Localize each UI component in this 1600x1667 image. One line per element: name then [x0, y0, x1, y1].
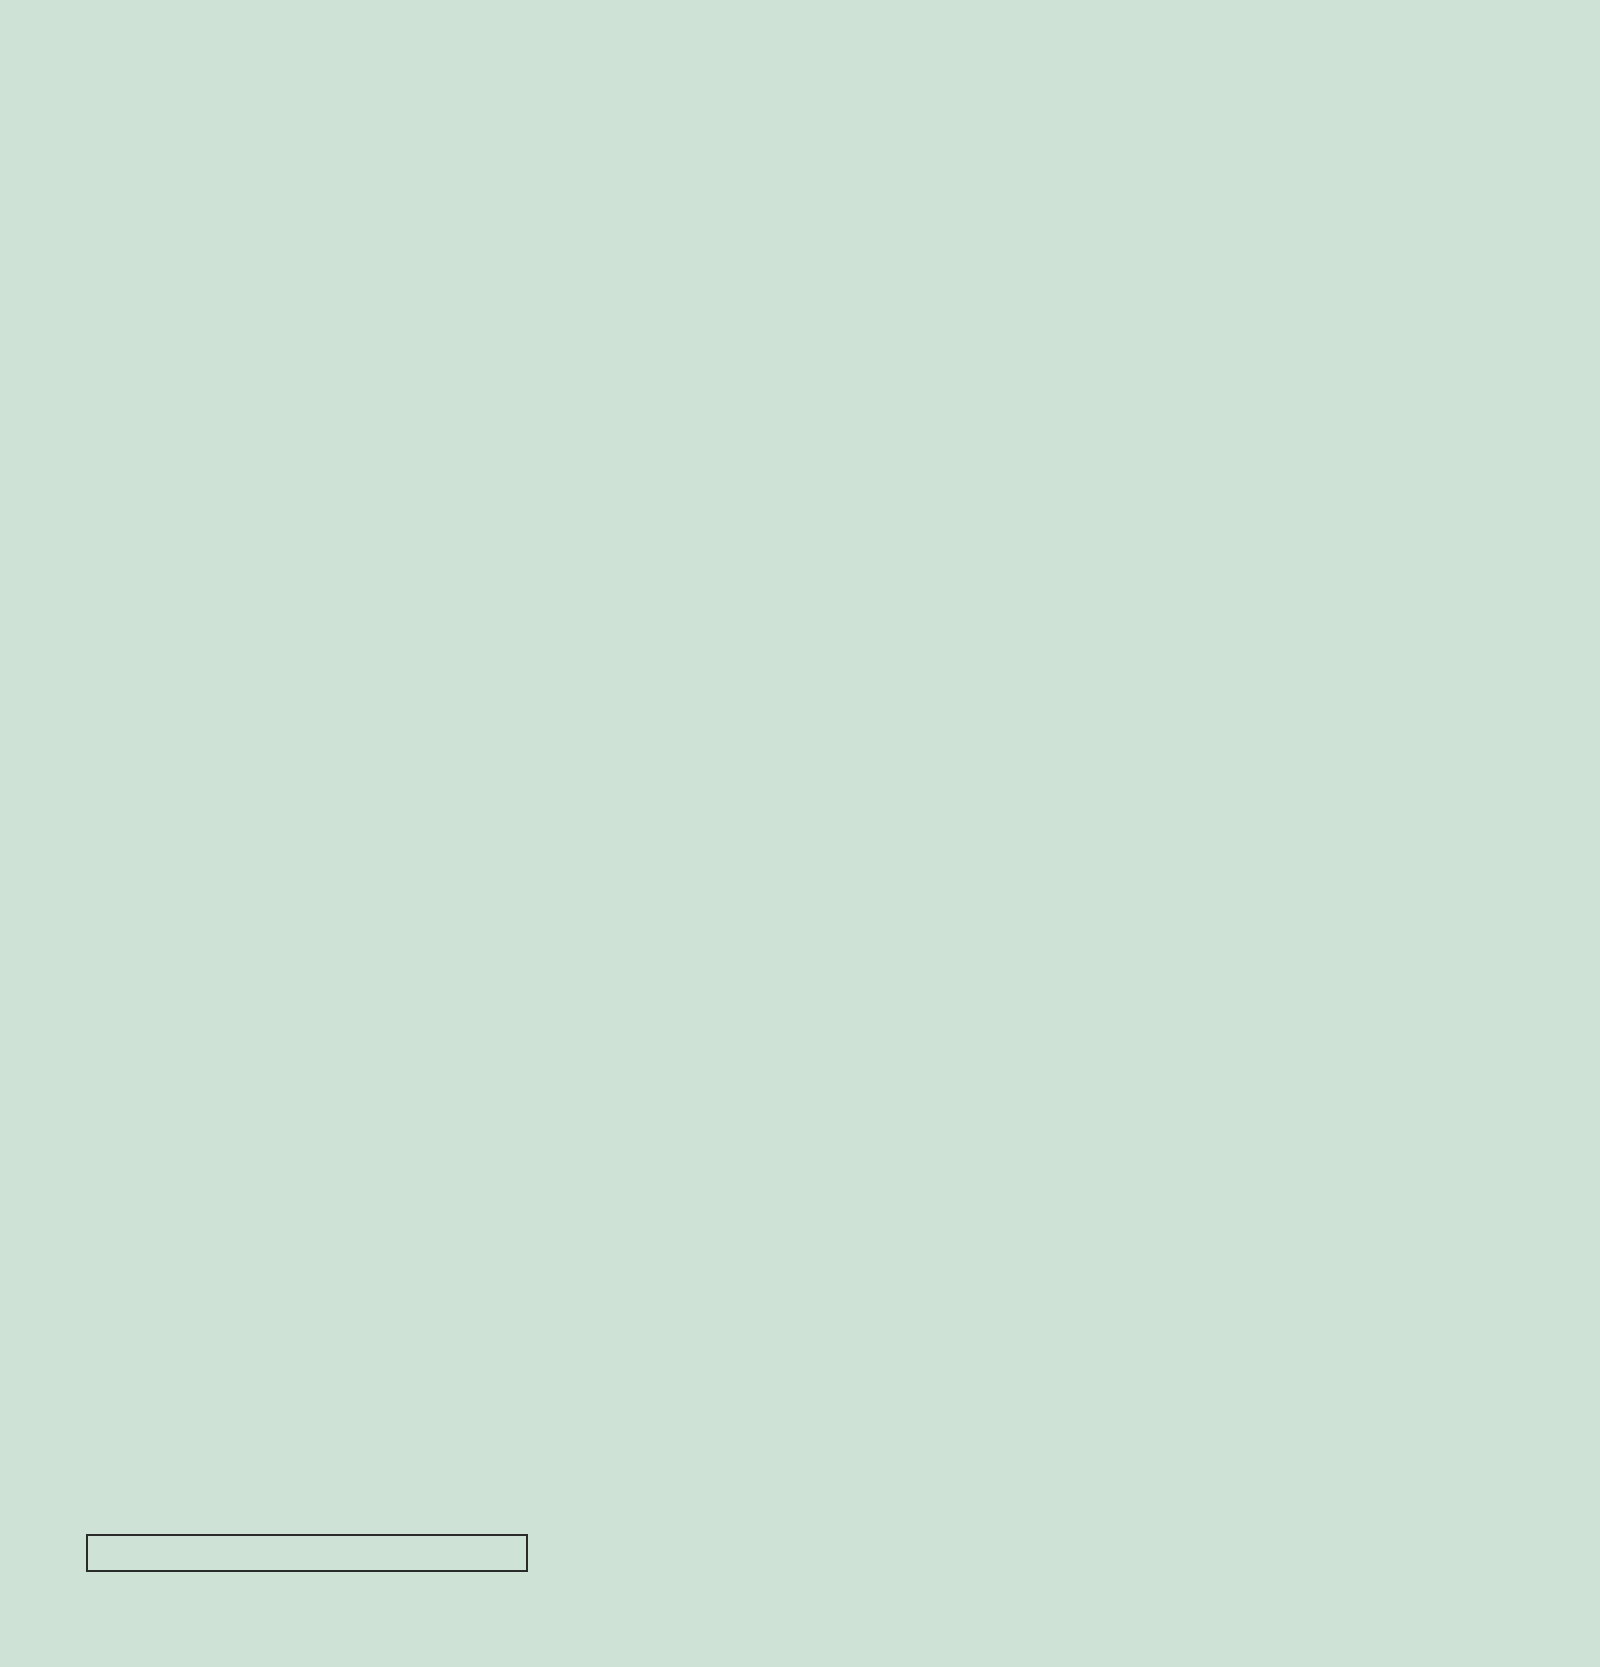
page-footer — [86, 1534, 528, 1572]
left-column — [86, 178, 786, 204]
